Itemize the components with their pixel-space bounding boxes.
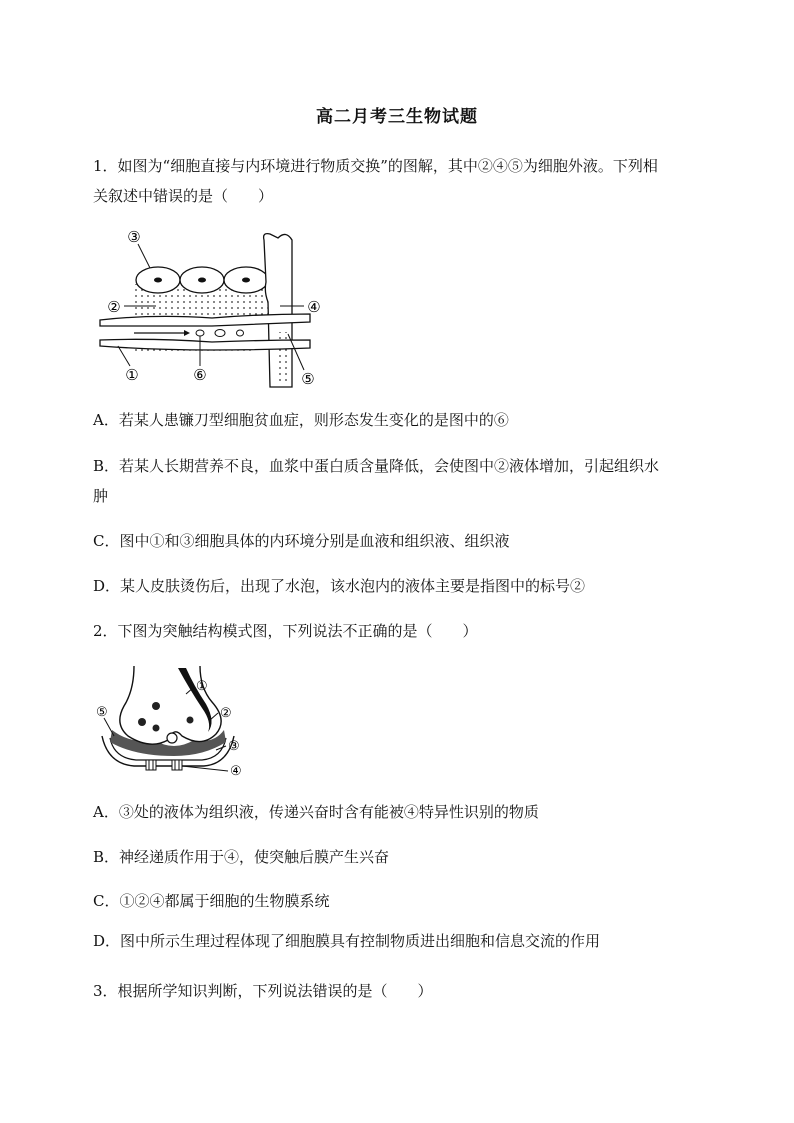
q3-stem: 3．根据所学知识判断，下列说法错误的是（ ） [93, 982, 433, 1000]
q2-option-d: D．图中所示生理过程体现了细胞膜具有控制物质进出细胞和信息交流的作用 [93, 932, 601, 950]
fig2-label-4: ④ [230, 764, 242, 779]
q1-option-b-line2: 肿 [93, 487, 109, 505]
fig2-label-1: ① [196, 679, 208, 694]
q2-option-c: C．①②④都属于细胞的生物膜系统 [93, 892, 330, 910]
q1-stem-line1: 1．如图为“细胞直接与内环境进行物质交换”的图解，其中②④⑤为细胞外液。下列相 [93, 157, 658, 175]
q1-figure-tissue-exchange [92, 222, 332, 392]
fig1-label-4: ④ [307, 298, 321, 316]
fig2-label-3: ③ [228, 739, 240, 754]
fig1-label-3: ③ [127, 228, 141, 246]
fig1-label-5: ⑤ [301, 370, 315, 388]
fig2-label-5: ⑤ [96, 705, 108, 720]
q1-option-a: A．若某人患镰刀型细胞贫血症，则形态发生变化的是图中的⑥ [93, 411, 509, 429]
fig1-label-1: ① [125, 366, 139, 384]
fig1-label-6: ⑥ [193, 366, 207, 384]
q2-option-a: A．③处的液体为组织液，传递兴奋时含有能被④特异性识别的物质 [93, 803, 539, 821]
q2-figure-synapse [94, 660, 254, 782]
page-title: 高二月考三生物试题 [316, 107, 478, 127]
fig1-label-2: ② [107, 298, 121, 316]
q1-option-b-line1: B．若某人长期营养不良，血浆中蛋白质含量降低，会使图中②液体增加，引起组织水 [93, 457, 660, 475]
q1-option-d: D．某人皮肤烫伤后，出现了水泡，该水泡内的液体主要是指图中的标号② [93, 577, 586, 595]
fig2-label-2: ② [220, 706, 232, 721]
q2-stem: 2．下图为突触结构模式图，下列说法不正确的是（ ） [93, 622, 478, 640]
q1-option-c: C．图中①和③细胞具体的内环境分别是血液和组织液、组织液 [93, 532, 510, 550]
q2-option-b: B．神经递质作用于④，使突触后膜产生兴奋 [93, 848, 390, 866]
q1-stem-line2: 关叙述中错误的是（ ） [93, 187, 274, 205]
